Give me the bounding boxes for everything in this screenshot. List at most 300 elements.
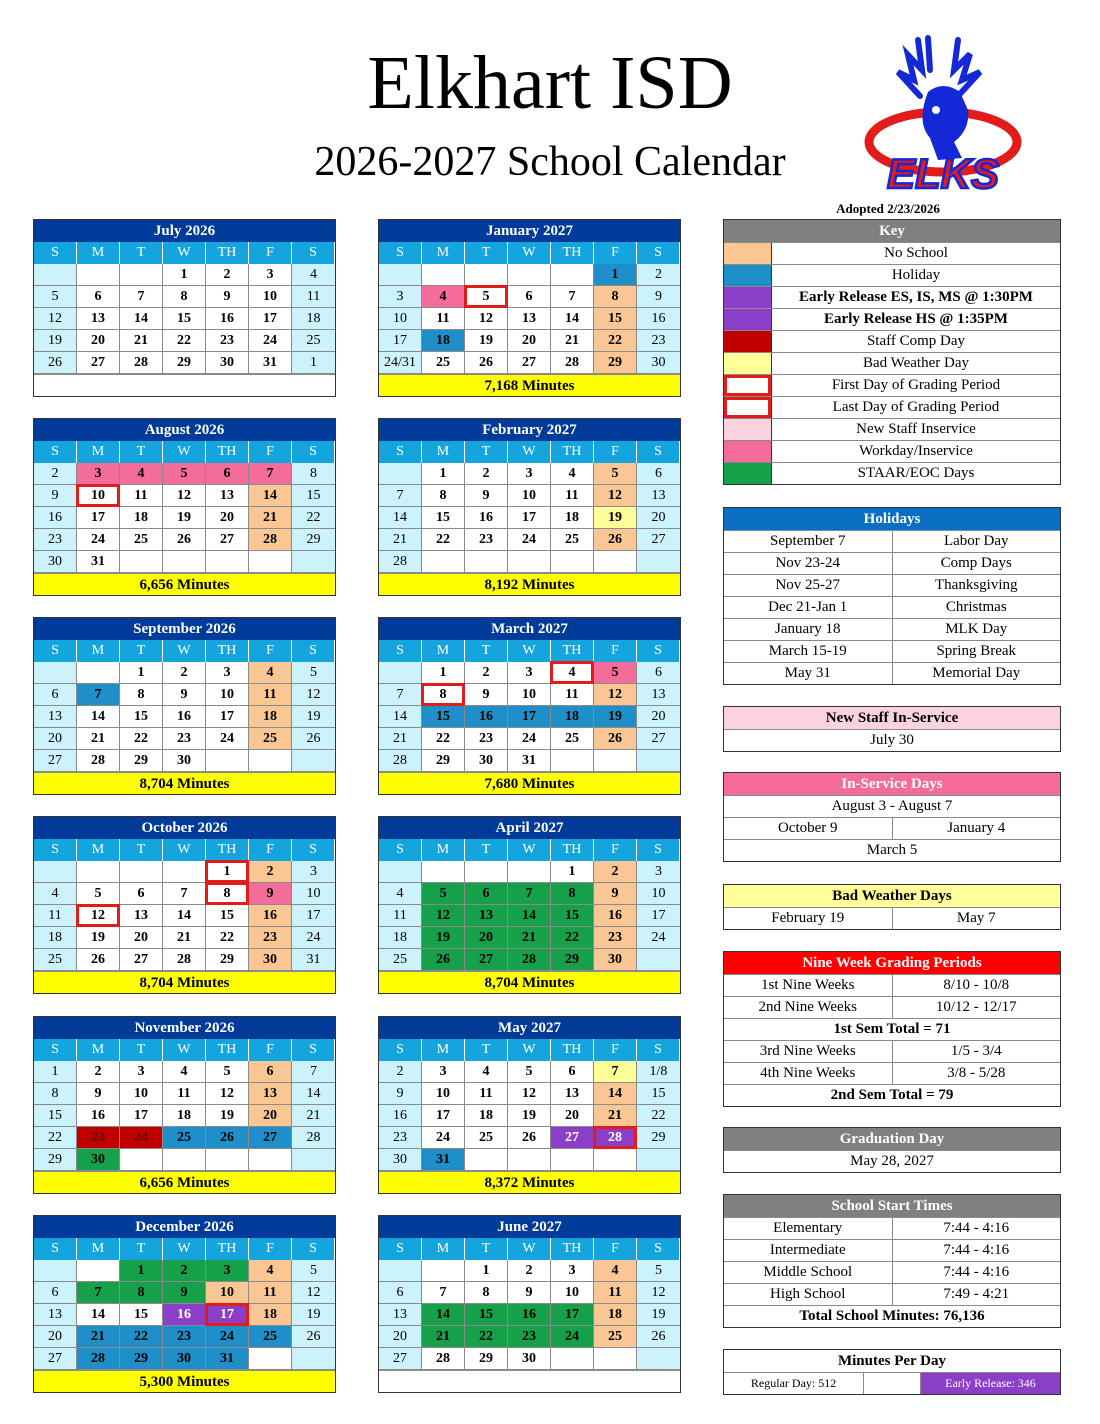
- day-cell: 16: [465, 706, 508, 728]
- day-cell: 9: [379, 1083, 422, 1105]
- weekday-header: S: [34, 1238, 77, 1260]
- day-cell: 21: [120, 330, 163, 352]
- day-cell: 29: [163, 352, 206, 374]
- day-cell: 12: [206, 1083, 249, 1105]
- day-cell: 26: [508, 1127, 551, 1149]
- day-cell: 21: [379, 529, 422, 551]
- day-cell: 21: [379, 728, 422, 750]
- weekday-header: W: [508, 1238, 551, 1260]
- day-cell: [508, 1149, 551, 1171]
- weekday-header: TH: [551, 441, 594, 463]
- day-cell: [77, 861, 120, 883]
- day-cell: 21: [508, 927, 551, 949]
- day-cell: 6: [34, 1282, 77, 1304]
- key-label: Early Release HS @ 1:35PM: [824, 311, 1008, 327]
- day-cell: 22: [120, 1326, 163, 1348]
- table-row: [724, 640, 1060, 662]
- cell: 1st Sem Total = 71: [833, 1021, 951, 1037]
- day-cell: 7: [292, 1061, 335, 1083]
- table-row: [724, 729, 1060, 751]
- day-cell: 19: [508, 1105, 551, 1127]
- cell: 7:44 - 4:16: [943, 1220, 1010, 1236]
- day-cell: 14: [422, 1304, 465, 1326]
- key-label: Staff Comp Day: [866, 333, 966, 349]
- day-cell: [422, 861, 465, 883]
- key-label: New Staff Inservice: [856, 421, 976, 437]
- day-cell: 19: [292, 1304, 335, 1326]
- day-cell: 21: [249, 507, 292, 529]
- day-cell: [508, 861, 551, 883]
- month-minutes: 6,656 Minutes: [34, 1171, 335, 1193]
- day-cell: [34, 1260, 77, 1282]
- month-minutes: 7,168 Minutes: [379, 374, 680, 396]
- key-swatch: [724, 353, 772, 374]
- cell: September 7: [724, 531, 893, 552]
- day-cell: 24: [206, 728, 249, 750]
- day-cell: 14: [551, 308, 594, 330]
- key-swatch: [724, 397, 772, 418]
- weekday-header: S: [637, 242, 680, 264]
- day-cell: 31: [508, 750, 551, 772]
- day-cell: 20: [34, 1326, 77, 1348]
- day-cell: 10: [508, 684, 551, 706]
- day-cell: 13: [34, 706, 77, 728]
- day-cell: [637, 551, 680, 573]
- key-label: Holiday: [891, 267, 941, 283]
- day-cell: 7: [594, 1061, 637, 1083]
- cell: Christmas: [945, 599, 1007, 615]
- weekday-header: F: [594, 640, 637, 662]
- day-cell: 28: [163, 949, 206, 971]
- cell: August 3 - August 7: [831, 798, 953, 814]
- day-cell: 19: [77, 927, 120, 949]
- day-cell: [249, 1348, 292, 1370]
- day-cell: 12: [594, 684, 637, 706]
- day-cell: 25: [34, 949, 77, 971]
- day-cell: [34, 662, 77, 684]
- table-row: [724, 596, 1060, 618]
- weekday-header: T: [120, 640, 163, 662]
- weekday-header: S: [292, 1238, 335, 1260]
- cell: 2nd Sem Total = 79: [830, 1087, 954, 1103]
- key-swatch: [724, 375, 772, 396]
- day-cell: 9: [465, 485, 508, 507]
- weekday-header: M: [77, 1039, 120, 1061]
- month-january-2027: [378, 219, 681, 397]
- weekday-header: S: [637, 1238, 680, 1260]
- day-cell: [422, 551, 465, 573]
- cell: March 15-19: [724, 641, 893, 662]
- day-cell: 20: [637, 706, 680, 728]
- in-service-days-box: [723, 772, 1061, 862]
- day-cell: 20: [551, 1105, 594, 1127]
- weekday-header: S: [637, 441, 680, 463]
- day-cell: 27: [551, 1127, 594, 1149]
- day-cell: 7: [379, 684, 422, 706]
- day-cell: 13: [77, 308, 120, 330]
- day-cell: 7: [249, 463, 292, 485]
- day-cell: 8: [292, 463, 335, 485]
- day-cell: 26: [34, 352, 77, 374]
- day-cell: 20: [34, 728, 77, 750]
- day-cell: 5: [77, 883, 120, 905]
- day-cell: [292, 1348, 335, 1370]
- day-cell: 19: [206, 1105, 249, 1127]
- day-cell: [594, 551, 637, 573]
- day-cell: [465, 1149, 508, 1171]
- day-cell: 16: [34, 507, 77, 529]
- day-cell: 15: [422, 706, 465, 728]
- weekday-header: TH: [206, 242, 249, 264]
- key-label: No School: [884, 245, 948, 261]
- month-header: August 2026: [34, 419, 335, 441]
- weekday-header: W: [163, 640, 206, 662]
- month-header: January 2027: [379, 220, 680, 242]
- weekday-header: F: [249, 441, 292, 463]
- day-cell: 13: [637, 684, 680, 706]
- day-cell: 26: [422, 949, 465, 971]
- day-cell: 25: [594, 1326, 637, 1348]
- month-minutes: 5,300 Minutes: [34, 1370, 335, 1392]
- day-cell: 15: [206, 905, 249, 927]
- day-cell: 4: [379, 883, 422, 905]
- day-cell: 6: [206, 463, 249, 485]
- month-march-2027: [378, 617, 681, 795]
- weekday-header: F: [594, 1238, 637, 1260]
- month-minutes: 8,704 Minutes: [34, 971, 335, 993]
- day-cell: 22: [120, 728, 163, 750]
- day-cell: [465, 551, 508, 573]
- day-cell: 29: [206, 949, 249, 971]
- day-cell: 4: [594, 1260, 637, 1282]
- day-cell: [422, 264, 465, 286]
- day-cell: 25: [465, 1127, 508, 1149]
- weekday-header: M: [422, 441, 465, 463]
- day-cell: 9: [637, 286, 680, 308]
- day-cell: 17: [551, 1304, 594, 1326]
- minutes-per-day-box: [723, 1349, 1061, 1395]
- weekday-header: F: [249, 242, 292, 264]
- cell: Memorial Day: [932, 665, 1021, 681]
- weekday-header: F: [594, 242, 637, 264]
- day-cell: 19: [465, 330, 508, 352]
- day-cell: 13: [508, 308, 551, 330]
- day-cell: 15: [551, 905, 594, 927]
- day-cell: 13: [465, 905, 508, 927]
- day-cell: 4: [465, 1061, 508, 1083]
- weekday-header: W: [163, 1238, 206, 1260]
- day-cell: 19: [594, 507, 637, 529]
- key-swatch: [724, 419, 772, 440]
- weekday-header: TH: [206, 441, 249, 463]
- day-cell: 4: [249, 662, 292, 684]
- weekday-header: M: [77, 242, 120, 264]
- day-cell: 21: [77, 728, 120, 750]
- day-cell: 15: [465, 1304, 508, 1326]
- day-cell: 14: [249, 485, 292, 507]
- day-cell: 19: [292, 706, 335, 728]
- table-row: [724, 1018, 1060, 1040]
- day-cell: 6: [551, 1061, 594, 1083]
- day-cell: 24: [249, 330, 292, 352]
- day-cell: 5: [206, 1061, 249, 1083]
- key-swatch: [724, 331, 772, 352]
- day-cell: 14: [77, 1304, 120, 1326]
- nine-week-grading-periods-header: Nine Week Grading Periods: [724, 952, 1060, 974]
- key-swatch: [724, 287, 772, 308]
- day-cell: 9: [206, 286, 249, 308]
- day-cell: [77, 662, 120, 684]
- day-cell: 22: [594, 330, 637, 352]
- day-cell: [637, 1149, 680, 1171]
- day-cell: 16: [508, 1304, 551, 1326]
- early-release-day: Early Release: 346: [921, 1373, 1060, 1394]
- day-cell: [551, 750, 594, 772]
- key-item-new-staff-inservice: [724, 418, 1060, 440]
- day-cell: 22: [422, 529, 465, 551]
- nine-week-grading-periods-box: [723, 951, 1061, 1107]
- table-row: [724, 662, 1060, 684]
- day-cell: 14: [379, 507, 422, 529]
- day-cell: 16: [77, 1105, 120, 1127]
- day-cell: [163, 551, 206, 573]
- day-cell: 6: [637, 463, 680, 485]
- day-cell: 1: [465, 1260, 508, 1282]
- day-cell: 14: [594, 1083, 637, 1105]
- weekday-header: M: [77, 839, 120, 861]
- svg-text:ELKS: ELKS: [886, 150, 1000, 197]
- key-item-bad-weather-day: [724, 352, 1060, 374]
- day-cell: [34, 861, 77, 883]
- day-cell: 26: [206, 1127, 249, 1149]
- day-cell: 16: [249, 905, 292, 927]
- day-cell: 22: [34, 1127, 77, 1149]
- day-cell: 16: [637, 308, 680, 330]
- weekday-header: T: [120, 839, 163, 861]
- day-cell: 8: [34, 1083, 77, 1105]
- key-label: Early Release ES, IS, MS @ 1:30PM: [799, 289, 1033, 305]
- day-cell: 1: [422, 662, 465, 684]
- day-cell: 11: [120, 485, 163, 507]
- day-cell: 13: [120, 905, 163, 927]
- day-cell: 9: [34, 485, 77, 507]
- day-cell: 8: [594, 286, 637, 308]
- day-cell: 30: [249, 949, 292, 971]
- day-cell: 10: [422, 1083, 465, 1105]
- weekday-header: T: [465, 1238, 508, 1260]
- month-header: September 2026: [34, 618, 335, 640]
- day-cell: 26: [594, 728, 637, 750]
- day-cell: 1: [34, 1061, 77, 1083]
- weekday-header: F: [249, 640, 292, 662]
- day-cell: 26: [594, 529, 637, 551]
- weekday-header: TH: [551, 839, 594, 861]
- cell: Spring Break: [936, 643, 1017, 659]
- day-cell: 27: [34, 1348, 77, 1370]
- day-cell: 17: [206, 1304, 249, 1326]
- day-cell: 1/8: [637, 1061, 680, 1083]
- day-cell: 6: [249, 1061, 292, 1083]
- month-december-2026: [33, 1215, 336, 1393]
- month-november-2026: [33, 1016, 336, 1194]
- day-cell: 5: [163, 463, 206, 485]
- day-cell: 3: [379, 286, 422, 308]
- day-cell: [249, 1149, 292, 1171]
- day-cell: 3: [249, 264, 292, 286]
- day-cell: 18: [249, 706, 292, 728]
- weekday-header: S: [292, 640, 335, 662]
- day-cell: 6: [508, 286, 551, 308]
- weekday-header: S: [379, 441, 422, 463]
- weekday-header: T: [120, 1039, 163, 1061]
- day-cell: 21: [292, 1105, 335, 1127]
- day-cell: [637, 949, 680, 971]
- day-cell: 27: [465, 949, 508, 971]
- key-label: Last Day of Grading Period: [832, 399, 1000, 415]
- day-cell: 20: [249, 1105, 292, 1127]
- day-cell: 28: [249, 529, 292, 551]
- table-row: [724, 907, 1060, 929]
- weekday-header: S: [379, 1238, 422, 1260]
- weekday-header: W: [508, 242, 551, 264]
- month-header: November 2026: [34, 1017, 335, 1039]
- cell: Intermediate: [724, 1240, 893, 1261]
- day-cell: 3: [206, 1260, 249, 1282]
- day-cell: 27: [637, 728, 680, 750]
- month-header: July 2026: [34, 220, 335, 242]
- day-cell: 8: [206, 883, 249, 905]
- school-start-times-header: School Start Times: [724, 1195, 1060, 1217]
- weekday-header: T: [465, 640, 508, 662]
- key-label: Workday/Inservice: [859, 443, 973, 459]
- day-cell: 25: [120, 529, 163, 551]
- day-cell: 23: [249, 927, 292, 949]
- day-cell: 11: [551, 485, 594, 507]
- day-cell: 12: [77, 905, 120, 927]
- spacer-cell: [864, 1373, 921, 1394]
- day-cell: [163, 861, 206, 883]
- weekday-header: W: [163, 1039, 206, 1061]
- day-cell: 15: [163, 308, 206, 330]
- day-cell: 27: [206, 529, 249, 551]
- day-cell: 25: [249, 728, 292, 750]
- day-cell: 7: [379, 485, 422, 507]
- day-cell: 20: [508, 330, 551, 352]
- day-cell: 24/31: [379, 352, 422, 374]
- day-cell: 31: [249, 352, 292, 374]
- day-cell: 1: [163, 264, 206, 286]
- day-cell: 6: [465, 883, 508, 905]
- day-cell: 9: [465, 684, 508, 706]
- table-row: [724, 1305, 1060, 1327]
- day-cell: 17: [120, 1105, 163, 1127]
- day-cell: 29: [34, 1149, 77, 1171]
- day-cell: 11: [34, 905, 77, 927]
- day-cell: 24: [206, 1326, 249, 1348]
- day-cell: 16: [163, 1304, 206, 1326]
- cell: July 30: [870, 732, 914, 748]
- day-cell: [77, 1260, 120, 1282]
- day-cell: 25: [551, 529, 594, 551]
- day-cell: [637, 750, 680, 772]
- table-row: [724, 839, 1060, 861]
- day-cell: 2: [249, 861, 292, 883]
- day-cell: 21: [163, 927, 206, 949]
- minutes-per-day-header: Minutes Per Day: [724, 1350, 1060, 1372]
- month-october-2026: [33, 816, 336, 994]
- day-cell: [249, 551, 292, 573]
- day-cell: 2: [594, 861, 637, 883]
- key-item-no-school: [724, 242, 1060, 264]
- cell: Nov 23-24: [724, 553, 893, 574]
- day-cell: 22: [465, 1326, 508, 1348]
- day-cell: [249, 750, 292, 772]
- day-cell: 8: [465, 1282, 508, 1304]
- weekday-header: F: [594, 839, 637, 861]
- day-cell: 13: [379, 1304, 422, 1326]
- day-cell: [508, 264, 551, 286]
- weekday-header: T: [120, 1238, 163, 1260]
- day-cell: 1: [120, 662, 163, 684]
- day-cell: 6: [379, 1282, 422, 1304]
- day-cell: 21: [551, 330, 594, 352]
- day-cell: [379, 264, 422, 286]
- day-cell: 17: [206, 706, 249, 728]
- day-cell: 25: [422, 352, 465, 374]
- day-cell: 10: [292, 883, 335, 905]
- day-cell: 18: [34, 927, 77, 949]
- month-header: March 2027: [379, 618, 680, 640]
- regular-day: Regular Day: 512: [724, 1373, 864, 1394]
- month-april-2027: [378, 816, 681, 994]
- day-cell: 17: [292, 905, 335, 927]
- day-cell: 30: [34, 551, 77, 573]
- day-cell: 12: [292, 1282, 335, 1304]
- day-cell: 5: [292, 1260, 335, 1282]
- cell: Middle School: [724, 1262, 893, 1283]
- day-cell: 29: [422, 750, 465, 772]
- day-cell: 11: [465, 1083, 508, 1105]
- day-cell: 18: [551, 706, 594, 728]
- page-subtitle: 2026-2027 School Calendar: [314, 139, 786, 185]
- day-cell: 17: [249, 308, 292, 330]
- day-cell: 19: [34, 330, 77, 352]
- day-cell: [637, 1348, 680, 1370]
- month-july-2026: [33, 219, 336, 397]
- day-cell: 20: [120, 927, 163, 949]
- day-cell: 1: [206, 861, 249, 883]
- weekday-header: TH: [551, 1238, 594, 1260]
- weekday-header: M: [422, 1238, 465, 1260]
- day-cell: 2: [465, 463, 508, 485]
- weekday-header: S: [292, 1039, 335, 1061]
- day-cell: 26: [163, 529, 206, 551]
- day-cell: 14: [77, 706, 120, 728]
- day-cell: 2: [379, 1061, 422, 1083]
- cell: January 4: [947, 820, 1006, 836]
- weekday-header: TH: [206, 640, 249, 662]
- day-cell: 28: [77, 750, 120, 772]
- day-cell: 19: [163, 507, 206, 529]
- day-cell: [594, 750, 637, 772]
- day-cell: 1: [594, 264, 637, 286]
- day-cell: 27: [120, 949, 163, 971]
- day-cell: 31: [422, 1149, 465, 1171]
- day-cell: 26: [465, 352, 508, 374]
- weekday-header: M: [422, 242, 465, 264]
- day-cell: 27: [77, 352, 120, 374]
- day-cell: 18: [292, 308, 335, 330]
